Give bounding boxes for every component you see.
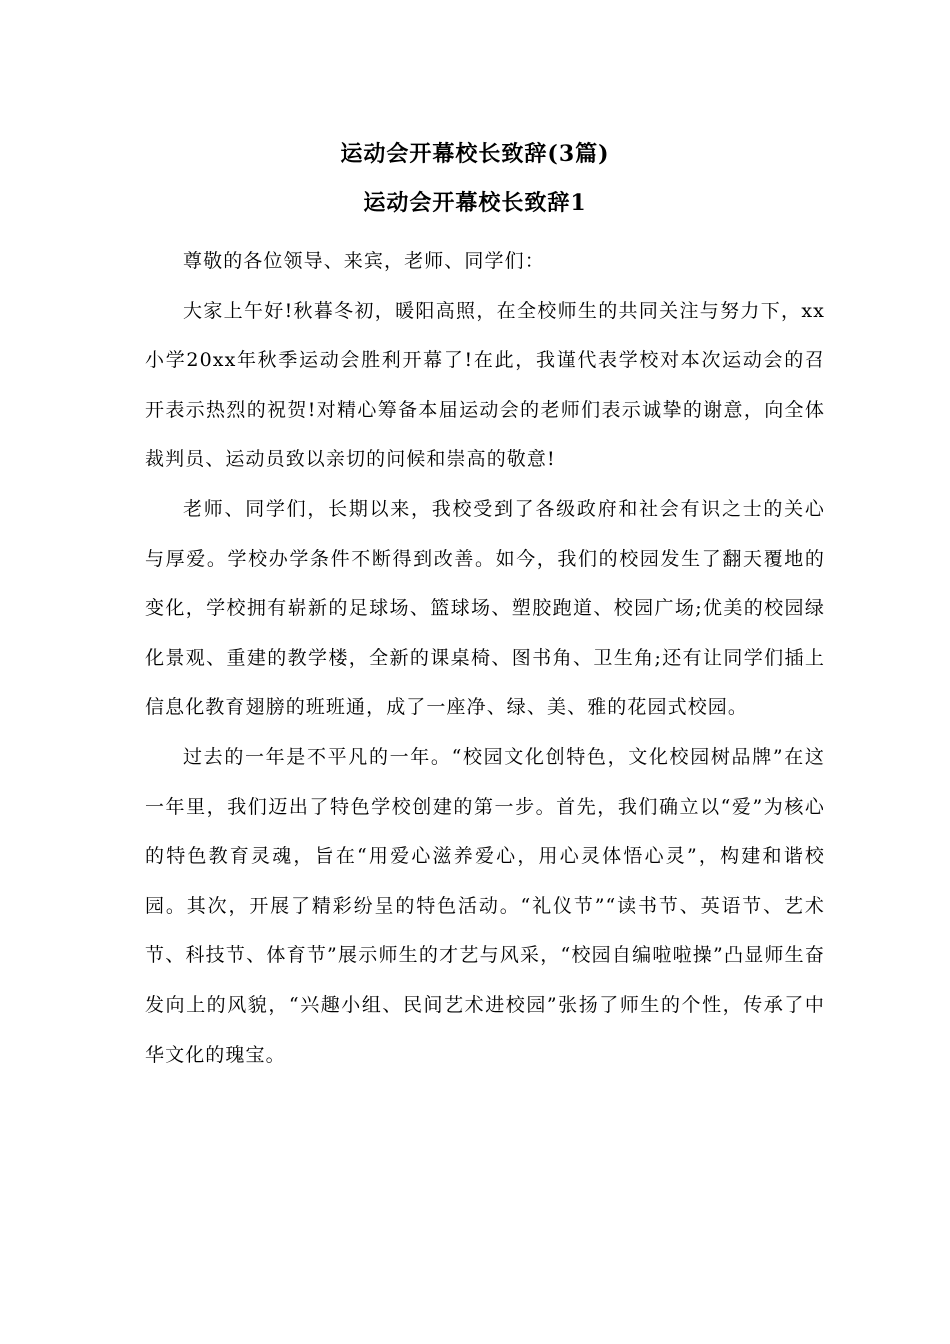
- document-body: [145, 237, 825, 1080]
- body-paragraph: 过去的一年是不平凡的一年。“校园文化创特色，文化校园树品牌”在这一年里，我们迈出了特色学校创建的第一步。首先，我们确立以“爱”为核心的特色教育灵魂，旨在“用爱心滋养爱心，用心灵体悟心灵”，构建和谐校园。其次，开展了精彩纷呈的特色活动。“礼仪节”“读书节、英语节、艺术节、科技节、体育节”展示师生的才艺与风采，“校园自编啦啦操”凸显师生奋发向上的风貌，“兴趣小组、民间艺术进校园”张扬了师生的个性，传承了中华文化的瑰宝。: [145, 745, 825, 1066]
- body-paragraph: 大家上午好!秋暮冬初，暖阳高照，在全校师生的共同关注与努力下，xx小学20xx年秋季运动会胜利开幕了!在此，我谨代表学校对本次运动会的召开表示热烈的祝贺!对精心筹备本届运动会的老师们表示诚挚的谢意，向全体裁判员、运动员致以亲切的问候和崇高的敬意!: [145, 299, 825, 471]
- section-title: 运动会开幕校长致辞1: [363, 190, 587, 216]
- body-paragraph: 老师、同学们，长期以来，我校受到了各级政府和社会有识之士的关心与厚爱。学校办学条件不断得到改善。如今，我们的校园发生了翻天覆地的变化，学校拥有崭新的足球场、篮球场、塑胶跑道、校园广场;优美的校园绿化景观、重建的教学楼，全新的课桌椅、图书角、卫生角;还有让同学们插上信息化教育翅膀的班班通，成了一座净、绿、美、雅的花园式校园。: [145, 497, 825, 719]
- document-title: 运动会开幕校长致辞(3篇): [340, 141, 610, 167]
- salutation-paragraph: 尊敬的各位领导、来宾，老师、同学们：: [183, 250, 545, 272]
